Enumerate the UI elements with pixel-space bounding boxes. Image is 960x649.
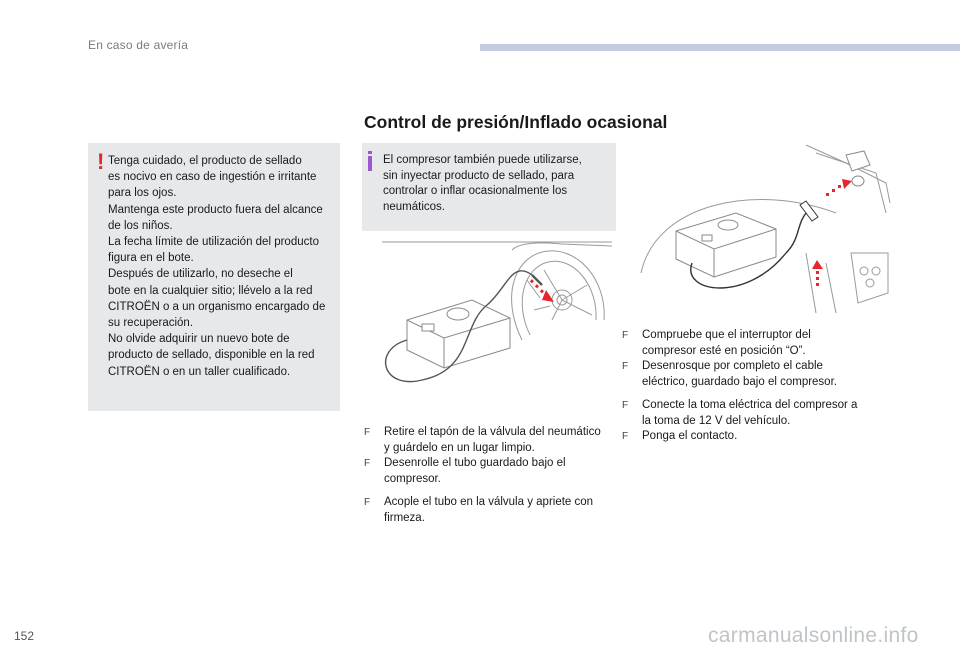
- text-line: El compresor también puede utilizarse,: [383, 154, 582, 166]
- text-line: bote en la cualquier sitio; llévelo a la red: [108, 284, 313, 297]
- step-line: Conecte la toma eléctrica del compresor a: [642, 399, 858, 411]
- step-line: y guárdelo en un lugar limpio.: [384, 441, 535, 454]
- step-item: [622, 398, 892, 429]
- text-line: sin inyectar producto de sellado, para: [383, 169, 575, 182]
- bullet-icon: F: [364, 458, 371, 469]
- step-line: Desenrolle el tubo guardado bajo el: [384, 457, 566, 469]
- text-line: Después de utilizarlo, no deseche el: [108, 268, 293, 281]
- step-line: eléctrico, guardado bajo el compresor.: [642, 375, 837, 388]
- step-line: la toma de 12 V del vehículo.: [642, 414, 791, 427]
- exclamation-icon: !: [97, 149, 105, 174]
- step-item: [364, 456, 614, 487]
- step-item: [364, 425, 614, 456]
- step-line: compresor.: [384, 472, 441, 485]
- bullet-icon: F: [364, 497, 371, 508]
- text-line: figura en el bote.: [108, 252, 194, 265]
- page-title: Control de presión/Inflado ocasional: [364, 112, 668, 132]
- text-line: CITROËN o a un organismo encargado de: [108, 300, 326, 313]
- step-item: [622, 429, 892, 445]
- header-rule: [480, 44, 960, 51]
- step-line: firmeza.: [384, 511, 425, 524]
- step-line: Compruebe que el interruptor del: [642, 329, 811, 341]
- warning-text: [108, 153, 336, 380]
- page-number: 152: [14, 629, 35, 643]
- socket-compressor-illustration: [636, 143, 892, 315]
- text-line: su recuperación.: [108, 317, 194, 330]
- step-line: Desenrosque por completo el cable: [642, 360, 823, 372]
- bullet-icon: F: [622, 361, 629, 372]
- step-item: [622, 328, 892, 359]
- text-line: No olvide adquirir un nuevo bote de: [108, 333, 290, 346]
- steps-left: [364, 425, 614, 526]
- text-line: Tenga cuidado, el producto de sellado: [108, 155, 302, 167]
- steps-right: [622, 328, 892, 445]
- step-line: Ponga el contacto.: [642, 430, 738, 442]
- text-line: La fecha límite de utilización del producto: [108, 236, 319, 249]
- step-line: Acople el tubo en la válvula y apriete con: [384, 496, 594, 508]
- text-line: para los ojos.: [108, 187, 177, 200]
- text-line: CITROËN o en un taller cualificado.: [108, 365, 291, 378]
- step-line: Retire el tapón de la válvula del neumático: [384, 426, 601, 438]
- tyre-compressor-illustration: [362, 240, 616, 400]
- bullet-icon: F: [622, 431, 629, 442]
- bullet-icon: F: [622, 330, 629, 341]
- text-line: neumáticos.: [383, 200, 446, 213]
- info-text: [383, 153, 609, 215]
- step-item: [622, 359, 892, 390]
- bullet-icon: F: [364, 427, 371, 438]
- text-line: producto de sellado, disponible en la red: [108, 349, 315, 362]
- info-icon: [368, 151, 372, 171]
- step-line: compresor esté en posición “O”.: [642, 344, 806, 357]
- text-line: es nocivo en caso de ingestión e irritante: [108, 171, 317, 184]
- section-title: En caso de avería: [88, 38, 189, 52]
- bullet-icon: F: [622, 400, 629, 411]
- text-line: de los niños.: [108, 219, 173, 232]
- watermark: carmanualsonline.info: [708, 624, 919, 647]
- step-item: [364, 495, 614, 526]
- text-line: controlar o inflar ocasionalmente los: [383, 185, 568, 198]
- text-line: Mantenga este producto fuera del alcance: [108, 203, 323, 216]
